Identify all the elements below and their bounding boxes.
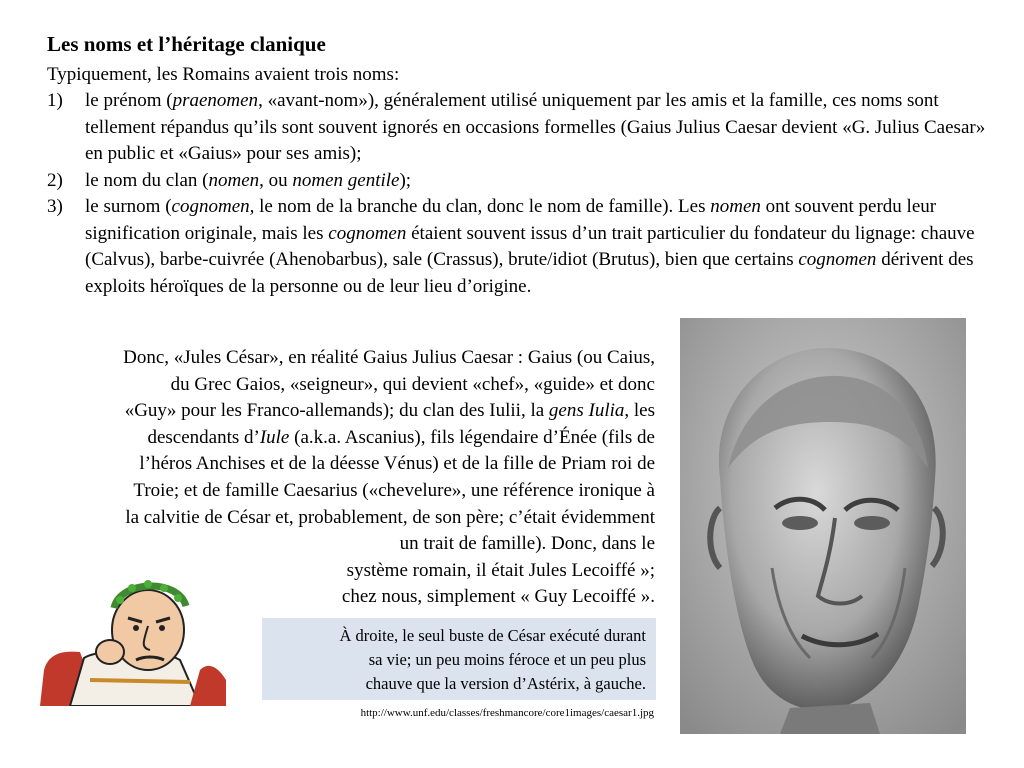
list-term: praenomen bbox=[172, 90, 259, 111]
paragraph-term: Iule bbox=[259, 426, 290, 448]
paragraph-line: système romain, il était Jules Lecoiffé »; bbox=[346, 559, 655, 581]
list-text: le prénom ( bbox=[85, 90, 173, 111]
list-item bbox=[47, 88, 992, 168]
image-caption bbox=[262, 618, 656, 700]
list-text: le nom du clan ( bbox=[85, 169, 209, 191]
paragraph-text: (a.k.a. Ascanius), fils légendaire d’Énée (fils de bbox=[289, 426, 655, 448]
list-number: 1) bbox=[47, 90, 63, 111]
list-number: 3) bbox=[47, 196, 63, 217]
page-title: Les noms et l’héritage clanique bbox=[47, 32, 326, 56]
caption-line: sa vie; un peu moins féroce et un peu plus bbox=[368, 650, 646, 669]
paragraph-line: l’héros Anchises et de la déesse Vénus) et de la fille de Priam roi de bbox=[139, 453, 655, 475]
list-text: , ou bbox=[259, 169, 293, 191]
caption-line: chauve que la version d’Astérix, à gauche. bbox=[365, 674, 646, 693]
intro-text: Typiquement, les Romains avaient trois noms: bbox=[47, 64, 400, 85]
list-text: le nom de la branche du clan, donc le nom de famille). Les bbox=[254, 196, 711, 217]
paragraph-line bbox=[12, 425, 655, 452]
list-text: , «avant-nom»), généralement utilisé uniquement par les amis et la famille, ces noms sont tellement répandus qu’ils sont souvent ignorés en occasions formelles (Gaius Julius Caesar devient «G. Julius Caesar» en public et «Gaius» pour ses amis); bbox=[85, 90, 986, 164]
list-term: nomen bbox=[710, 196, 761, 217]
list-item bbox=[47, 168, 992, 195]
list-text: ); bbox=[399, 169, 412, 191]
paragraph-line bbox=[12, 398, 655, 425]
paragraph-line: chez nous, simplement « Guy Lecoiffé ». bbox=[341, 586, 655, 608]
list-text: ont souvent perdu leur signification originale, mais les bbox=[85, 196, 937, 244]
list-term: nomen bbox=[208, 169, 260, 191]
list-term: cognomen, bbox=[171, 196, 255, 217]
list-text: le surnom ( bbox=[85, 196, 172, 217]
list-term: nomen gentile bbox=[292, 169, 400, 191]
list-number: 2) bbox=[47, 169, 63, 191]
paragraph-line: la calvitie de César et, probablement, de son père; c’était évidemment bbox=[125, 506, 655, 528]
list-term: cognomen bbox=[798, 249, 877, 270]
caesar-bust-image bbox=[680, 318, 966, 734]
paragraph-line: Troie; et de famille Caesarius («chevelure», une référence ironique à bbox=[133, 479, 655, 501]
source-url: http://www.unf.edu/classes/freshmancore/core1images/caesar1.jpg bbox=[360, 707, 654, 719]
paragraph-text: , les bbox=[624, 400, 655, 422]
paragraph-line: Donc, «Jules César», en réalité Gaius Julius Caesar : Gaius (ou Caius, bbox=[123, 347, 655, 368]
names-list bbox=[47, 88, 992, 300]
asterix-caesar-cartoon bbox=[40, 560, 226, 706]
list-text: étaient souvent issus d’un trait particulier du fondateur du lignage: chauve (Calvus), barbe-cuivrée (Ahenobarbus), sale (Crassus), brute/idiot (Brutus), bien que certains bbox=[85, 222, 975, 270]
list-text: dérivent des exploits héroïques de la personne ou de leur lieu d’origine. bbox=[85, 249, 974, 297]
caption-line: À droite, le seul buste de César exécuté durant bbox=[339, 626, 646, 645]
list-term: cognomen bbox=[328, 222, 407, 244]
paragraph-line: un trait de famille). Donc, dans le bbox=[399, 533, 655, 555]
paragraph-text: «Guy» pour les Franco-allemands); du clan des Iulii, la bbox=[124, 400, 549, 422]
paragraph-line: du Grec Gaios, «seigneur», qui devient «chef», «guide» et donc bbox=[170, 373, 655, 395]
paragraph-text: descendants d’ bbox=[147, 426, 260, 448]
paragraph-term: gens Iulia bbox=[548, 400, 625, 422]
list-item bbox=[47, 194, 992, 300]
